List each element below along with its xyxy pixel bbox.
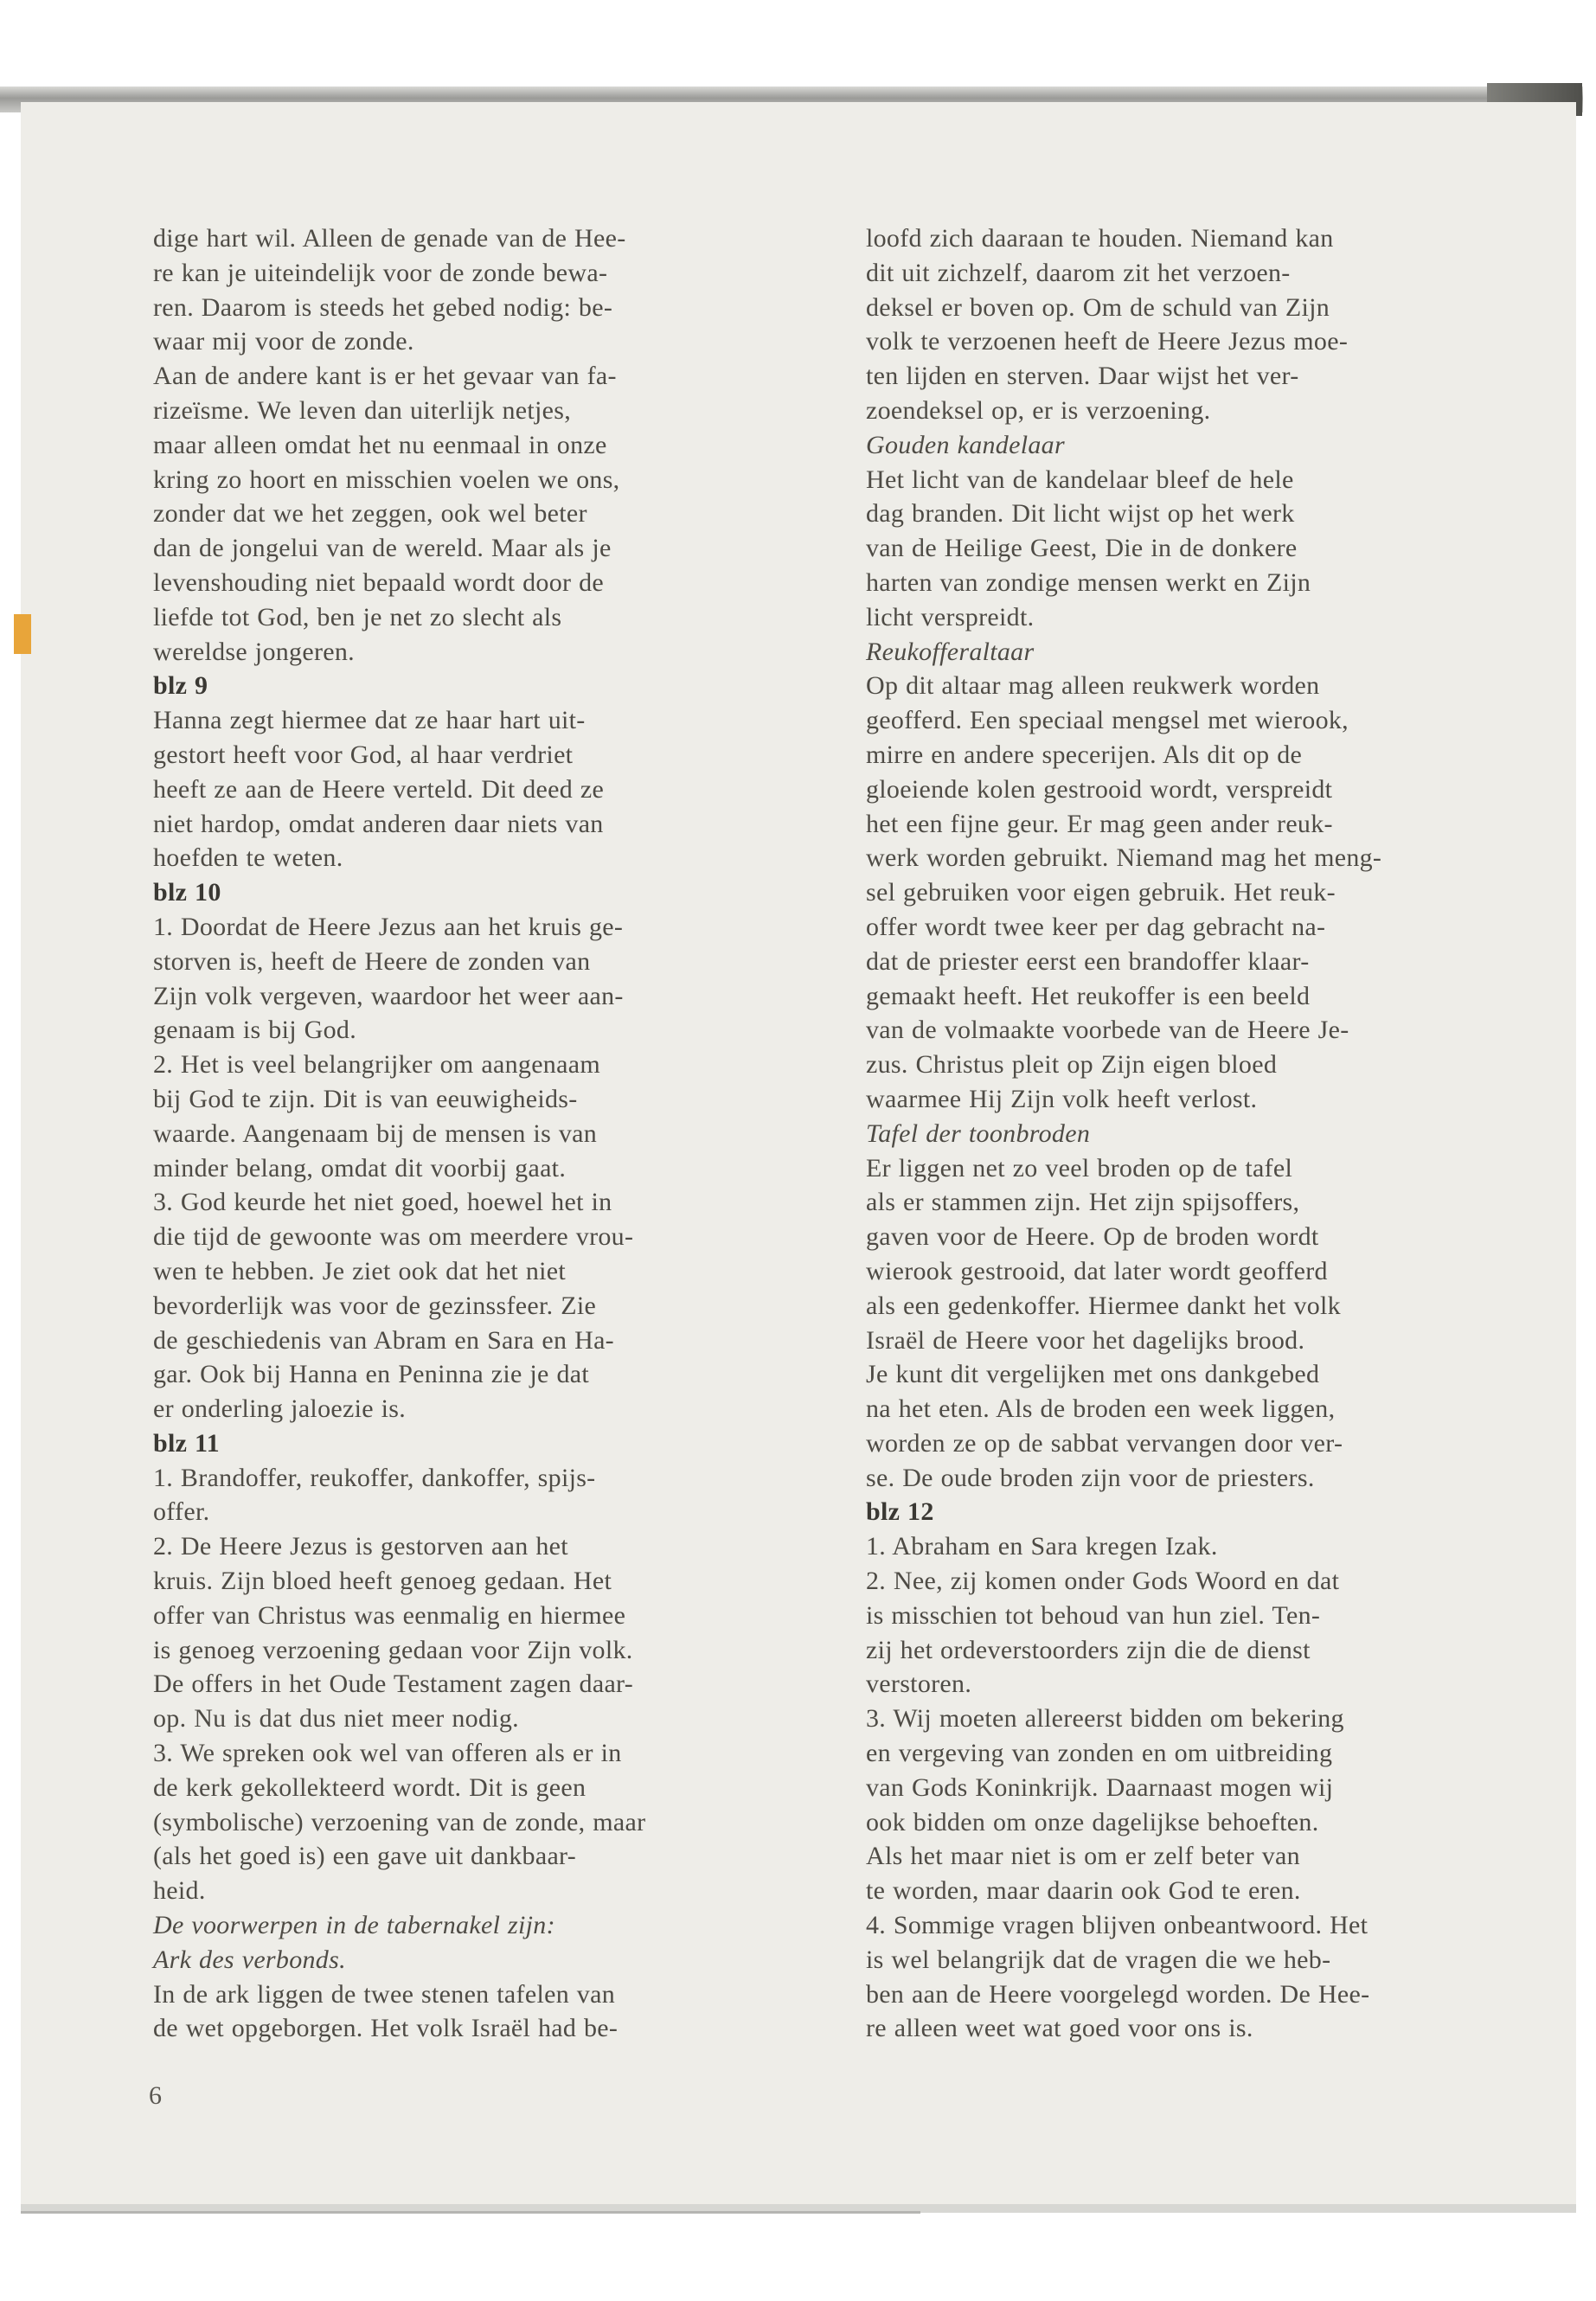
text-line: bevorderlijk was voor de gezinssfeer. Zie — [153, 1291, 597, 1320]
text-line: gaven voor de Heere. Op de broden wordt — [866, 1222, 1319, 1252]
text-line: geofferd. Een speciaal mengsel met wierook, — [866, 706, 1349, 735]
scan-left-marker — [14, 614, 31, 654]
text-line: Hanna zegt hiermee dat ze haar hart uit- — [153, 706, 586, 735]
subheading-line: De voorwerpen in de tabernakel zijn: — [153, 1911, 555, 1940]
text-line: offer. — [153, 1497, 210, 1527]
text-line: ook bidden om onze dagelijkse behoeften. — [866, 1807, 1319, 1836]
text-line: van Gods Koninkrijk. Daarnaast mogen wij — [866, 1772, 1334, 1802]
text-line: In de ark liggen de twee stenen tafelen van — [153, 1979, 616, 2009]
section-heading: blz 9 — [153, 671, 208, 701]
text-line: liefde tot God, ben je net zo slecht als — [153, 602, 562, 631]
text-line: ben aan de Heere voorgelegd worden. De Hee- — [866, 1979, 1370, 2009]
text-line: se. De oude broden zijn voor de priesters. — [866, 1463, 1315, 1492]
text-line: offer wordt twee keer per dag gebracht na- — [866, 912, 1326, 941]
text-line: na het eten. Als de broden een week liggen, — [866, 1394, 1336, 1424]
text-line: waar mij voor de zonde. — [153, 327, 414, 356]
text-line: 3. Wij moeten allereerst bidden om bekering — [866, 1704, 1344, 1734]
text-line: re alleen weet wat goed voor ons is. — [866, 2014, 1253, 2043]
text-line: is genoeg verzoening gedaan voor Zijn volk. — [153, 1635, 633, 1664]
text-line: rizeïsme. We leven dan uiterlijk netjes, — [153, 395, 572, 425]
text-line: van de Heilige Geest, Die in de donkere — [866, 534, 1298, 563]
text-line: te worden, maar daarin ook God te eren. — [866, 1876, 1301, 1906]
text-line: hoefden te weten. — [153, 843, 343, 873]
text-line: wereldse jongeren. — [153, 637, 355, 666]
text-line: volk te verzoenen heeft de Heere Jezus moe- — [866, 327, 1349, 356]
text-line: loofd zich daaraan te houden. Niemand kan — [866, 224, 1334, 253]
text-line: verstoren. — [866, 1670, 972, 1699]
text-line: heid. — [153, 1876, 206, 1906]
scan-bottom-line — [21, 2211, 920, 2214]
text-line: is wel belangrijk dat de vragen die we heb- — [866, 1945, 1331, 1974]
text-line: kring zo hoort en misschien voelen we ons, — [153, 465, 620, 494]
text-line: storven is, heeft de Heere de zonden van — [153, 946, 591, 976]
text-line: de kerk gekollekteerd wordt. Dit is geen — [153, 1772, 586, 1802]
text-line: genaam is bij God. — [153, 1016, 357, 1045]
text-line: worden ze op de sabbat vervangen door ver- — [866, 1428, 1343, 1458]
text-line: Zijn volk vergeven, waardoor het weer aan- — [153, 981, 624, 1010]
text-line: als er stammen zijn. Het zijn spijsoffers, — [866, 1188, 1300, 1217]
text-line: dige hart wil. Alleen de genade van de Hee- — [153, 224, 626, 253]
text-line: maar alleen omdat het nu eenmaal in onze — [153, 430, 607, 459]
text-line: 1. Abraham en Sara kregen Izak. — [866, 1532, 1218, 1561]
text-line: 1. Brandoffer, reukoffer, dankoffer, spijs- — [153, 1463, 596, 1492]
text-line: heeft ze aan de Heere verteld. Dit deed ze — [153, 774, 605, 804]
text-line: de wet opgeborgen. Het volk Israël had be- — [153, 2014, 619, 2043]
text-line: dat de priester eerst een brandoffer klaar- — [866, 946, 1310, 976]
right-column — [866, 221, 1541, 2046]
text-line: op. Nu is dat dus niet meer nodig. — [153, 1704, 519, 1734]
text-line: is misschien tot behoud van hun ziel. Ten- — [866, 1600, 1321, 1630]
text-line: van de volmaakte voorbede van de Heere Je- — [866, 1016, 1349, 1045]
text-line: re kan je uiteindelijk voor de zonde bewa- — [153, 258, 608, 287]
text-line: ren. Daarom is steeds het gebed nodig: be- — [153, 292, 613, 322]
text-line: 3. God keurde het niet goed, hoewel het in — [153, 1188, 612, 1217]
text-line: bij God te zijn. Dit is van eeuwigheids- — [153, 1084, 578, 1113]
text-line: kruis. Zijn bloed heeft genoeg gedaan. Het — [153, 1567, 612, 1596]
text-line: 2. De Heere Jezus is gestorven aan het — [153, 1532, 568, 1561]
text-line: er onderling jaloezie is. — [153, 1394, 407, 1424]
text-line: zij het ordeverstoorders zijn die de dienst — [866, 1635, 1311, 1664]
text-line: 1. Doordat de Heere Jezus aan het kruis ge- — [153, 912, 624, 941]
text-line: die tijd de gewoonte was om meerdere vrou- — [153, 1222, 634, 1252]
text-line: sel gebruiken voor eigen gebruik. Het reuk- — [866, 878, 1336, 907]
text-line: dit uit zichzelf, daarom zit het verzoen- — [866, 258, 1291, 287]
text-line: niet hardop, omdat anderen daar niets van — [153, 809, 604, 838]
text-line: zonder dat we het zeggen, ook wel beter — [153, 499, 587, 529]
text-line: 2. Nee, zij komen onder Gods Woord en dat — [866, 1567, 1340, 1596]
text-line: gloeiende kolen gestrooid wordt, verspreidt — [866, 774, 1333, 804]
text-line: dan de jongelui van de wereld. Maar als je — [153, 534, 612, 563]
text-line: levenshouding niet bepaald wordt door de — [153, 567, 605, 597]
section-heading: blz 10 — [153, 878, 221, 907]
text-line: 4. Sommige vragen blijven onbeantwoord. Het — [866, 1911, 1368, 1940]
text-line: Op dit altaar mag alleen reukwerk worden — [866, 671, 1320, 701]
section-heading: blz 11 — [153, 1428, 220, 1458]
text-line: (symbolische) verzoening van de zonde, maar — [153, 1807, 646, 1836]
text-line: mirre en andere specerijen. Als dit op de — [866, 740, 1303, 769]
text-line: zoendeksel op, er is verzoening. — [866, 395, 1211, 425]
text-line: werk worden gebruikt. Niemand mag het meng- — [866, 843, 1382, 873]
text-line: gar. Ook bij Hanna en Peninna zie je dat — [153, 1360, 590, 1389]
text-line: zus. Christus pleit op Zijn eigen bloed — [866, 1050, 1278, 1080]
subheading-line: Reukofferaltaar — [866, 637, 1035, 666]
text-line: Je kunt dit vergelijken met ons dankgebed — [866, 1360, 1320, 1389]
text-line: dag branden. Dit licht wijst op het werk — [866, 499, 1295, 529]
text-line: wierook gestrooid, dat later wordt geofferd — [866, 1256, 1328, 1285]
text-line: offer van Christus was eenmalig en hiermee — [153, 1600, 626, 1630]
text-line: (als het goed is) een gave uit dankbaar- — [153, 1842, 577, 1871]
text-line: ten lijden en sterven. Daar wijst het ver- — [866, 362, 1299, 391]
text-line: als een gedenkoffer. Hiermee dankt het volk — [866, 1291, 1341, 1320]
text-line: en vergeving van zonden en om uitbreiding — [866, 1739, 1333, 1768]
subheading-line: Tafel der toonbroden — [866, 1118, 1091, 1148]
subheading-line: Gouden kandelaar — [866, 430, 1065, 459]
text-line: harten van zondige mensen werkt en Zijn — [866, 567, 1311, 597]
text-line: De offers in het Oude Testament zagen daar- — [153, 1670, 634, 1699]
text-line: minder belang, omdat dit voorbij gaat. — [153, 1153, 567, 1183]
text-line: gemaakt heeft. Het reukoffer is een beeld — [866, 981, 1311, 1010]
text-line: Aan de andere kant is er het gevaar van fa- — [153, 362, 617, 391]
section-heading: blz 12 — [866, 1497, 934, 1527]
text-line: licht verspreidt. — [866, 602, 1035, 631]
text-line: gestort heeft voor God, al haar verdriet — [153, 740, 574, 769]
text-line: Israël de Heere voor het dagelijks brood. — [866, 1325, 1305, 1355]
text-line: waarde. Aangenaam bij de mensen is van — [153, 1118, 598, 1148]
text-line: Als het maar niet is om er zelf beter van — [866, 1842, 1300, 1871]
text-line: Het licht van de kandelaar bleef de hele — [866, 465, 1294, 494]
text-line: wen te hebben. Je ziet ook dat het niet — [153, 1256, 567, 1285]
text-line: het een fijne geur. Er mag geen ander reuk- — [866, 809, 1333, 838]
text-line: Er liggen net zo veel broden op de tafel — [866, 1153, 1293, 1183]
left-column — [153, 221, 828, 2046]
page-number: 6 — [149, 2081, 162, 2110]
text-line: 2. Het is veel belangrijker om aangenaam — [153, 1050, 600, 1080]
text-line: deksel er boven op. Om de schuld van Zijn — [866, 292, 1330, 322]
text-line: waarmee Hij Zijn volk heeft verlost. — [866, 1084, 1258, 1113]
text-line: de geschiedenis van Abram en Sara en Ha- — [153, 1325, 614, 1355]
text-line: 3. We spreken ook wel van offeren als er in — [153, 1739, 622, 1768]
subheading-line: Ark des verbonds. — [153, 1945, 346, 1974]
